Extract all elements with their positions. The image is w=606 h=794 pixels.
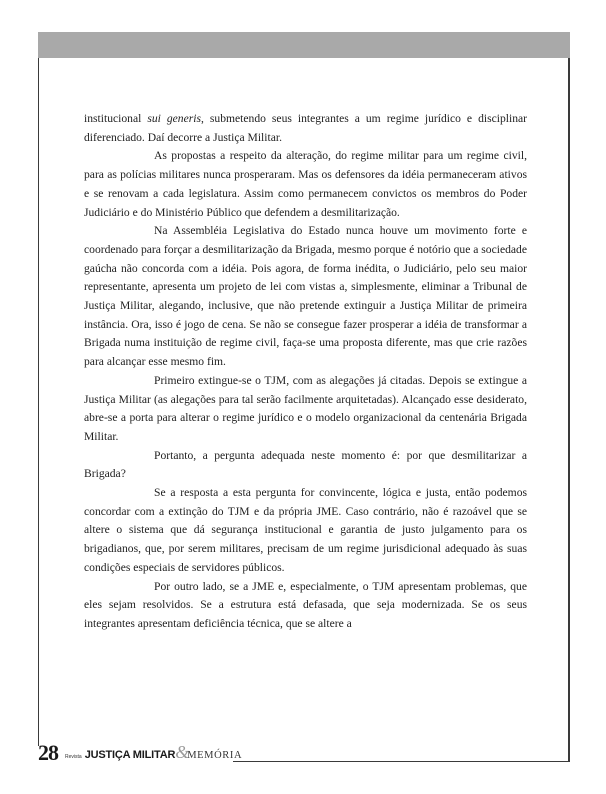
logo-revista: Revista xyxy=(65,754,82,760)
logo-justica-militar: JUSTIÇA MILITAR xyxy=(84,749,176,761)
paragraph-2: As propostas a respeito da alteração, do regime militar para um regime civil, para as polícias militares nunca prosperaram. Mas os defensores da idéia permaneceram ativos e se renovam a cada legislatura. Assim como permanecem convictos os membros do Poder Judiciário e do Ministério Público que defendem a desmilitarização. xyxy=(84,149,527,219)
paragraph-4: Primeiro extingue-se o TJM, com as alegações já citadas. Depois se extingue a Justiça Militar (as alegações para tal serão facilmente arquitetadas). Alcançado esse desiderato, abre-se a porta para alterar o regime jurídico e o modelo organizacional da centenária Brigada Militar. xyxy=(84,373,527,443)
paragraph-1-start: institucional xyxy=(84,112,148,125)
page-frame-right xyxy=(568,58,570,762)
header-band xyxy=(38,32,570,58)
paragraph-1 xyxy=(84,110,527,147)
paragraph-7: Por outro lado, se a JME e, especialmente, o TJM apresentam problemas, que eles sejam resolvidos. Se a estrutura está defasada, que seja modernizada. Se os seus integrantes apresentam deficiência técnica, que se altere a xyxy=(84,579,527,630)
logo-memoria: MEMÓRIA xyxy=(187,750,243,761)
page-number: 28 xyxy=(38,740,58,765)
paragraph-3: Na Assembléia Legislativa do Estado nunca houve um movimento forte e coordenado para forçar a desmilitarização da Brigada, mesmo porque é notório que a sociedade gaúcha não concorda com a idéia. Pois agora, de forma inédita, o Judiciário, pelo seu maior representante, apresenta um projeto de lei com vistas a, simplesmente, eliminar a Tribunal de Justiça Militar, alegando, inclusive, que não pretende extinguir a Justiça Militar de primeira instância. Ora, isso é jogo de cena. Se não se consegue fazer prosperar a idéia de transformar a Brigada numa instituição de regime civil, faça-se uma proposta diferente, mas que crie razões para alcançar esse mesmo fim. xyxy=(84,224,527,369)
paragraph-6: Se a resposta a esta pergunta for convincente, lógica e justa, então podemos concordar com a extinção do TJM e da própria JME. Caso contrário, não é razoável que se altere o sistema que dá segurança institucional e garantia de justo julgamento para os brigadianos, que, por serem militares, precisam de um regime jurisdicional adequado às suas condições especiais de servidores públicos. xyxy=(84,486,527,574)
article-body xyxy=(84,110,527,634)
page-footer xyxy=(38,742,570,766)
magazine-logo xyxy=(65,742,243,763)
paragraph-1-end: , submetendo seus integrantes a um regime jurídico e disciplinar diferenciado. Daí decorre a Justiça Militar. xyxy=(84,112,528,144)
page-frame-left xyxy=(38,58,39,746)
paragraph-1-italic: sui generis xyxy=(147,112,201,125)
footer-rule xyxy=(233,761,570,762)
logo-ampersand: & xyxy=(175,742,190,762)
paragraph-5: Portanto, a pergunta adequada neste momento é: por que desmilitarizar a Brigada? xyxy=(84,448,527,481)
